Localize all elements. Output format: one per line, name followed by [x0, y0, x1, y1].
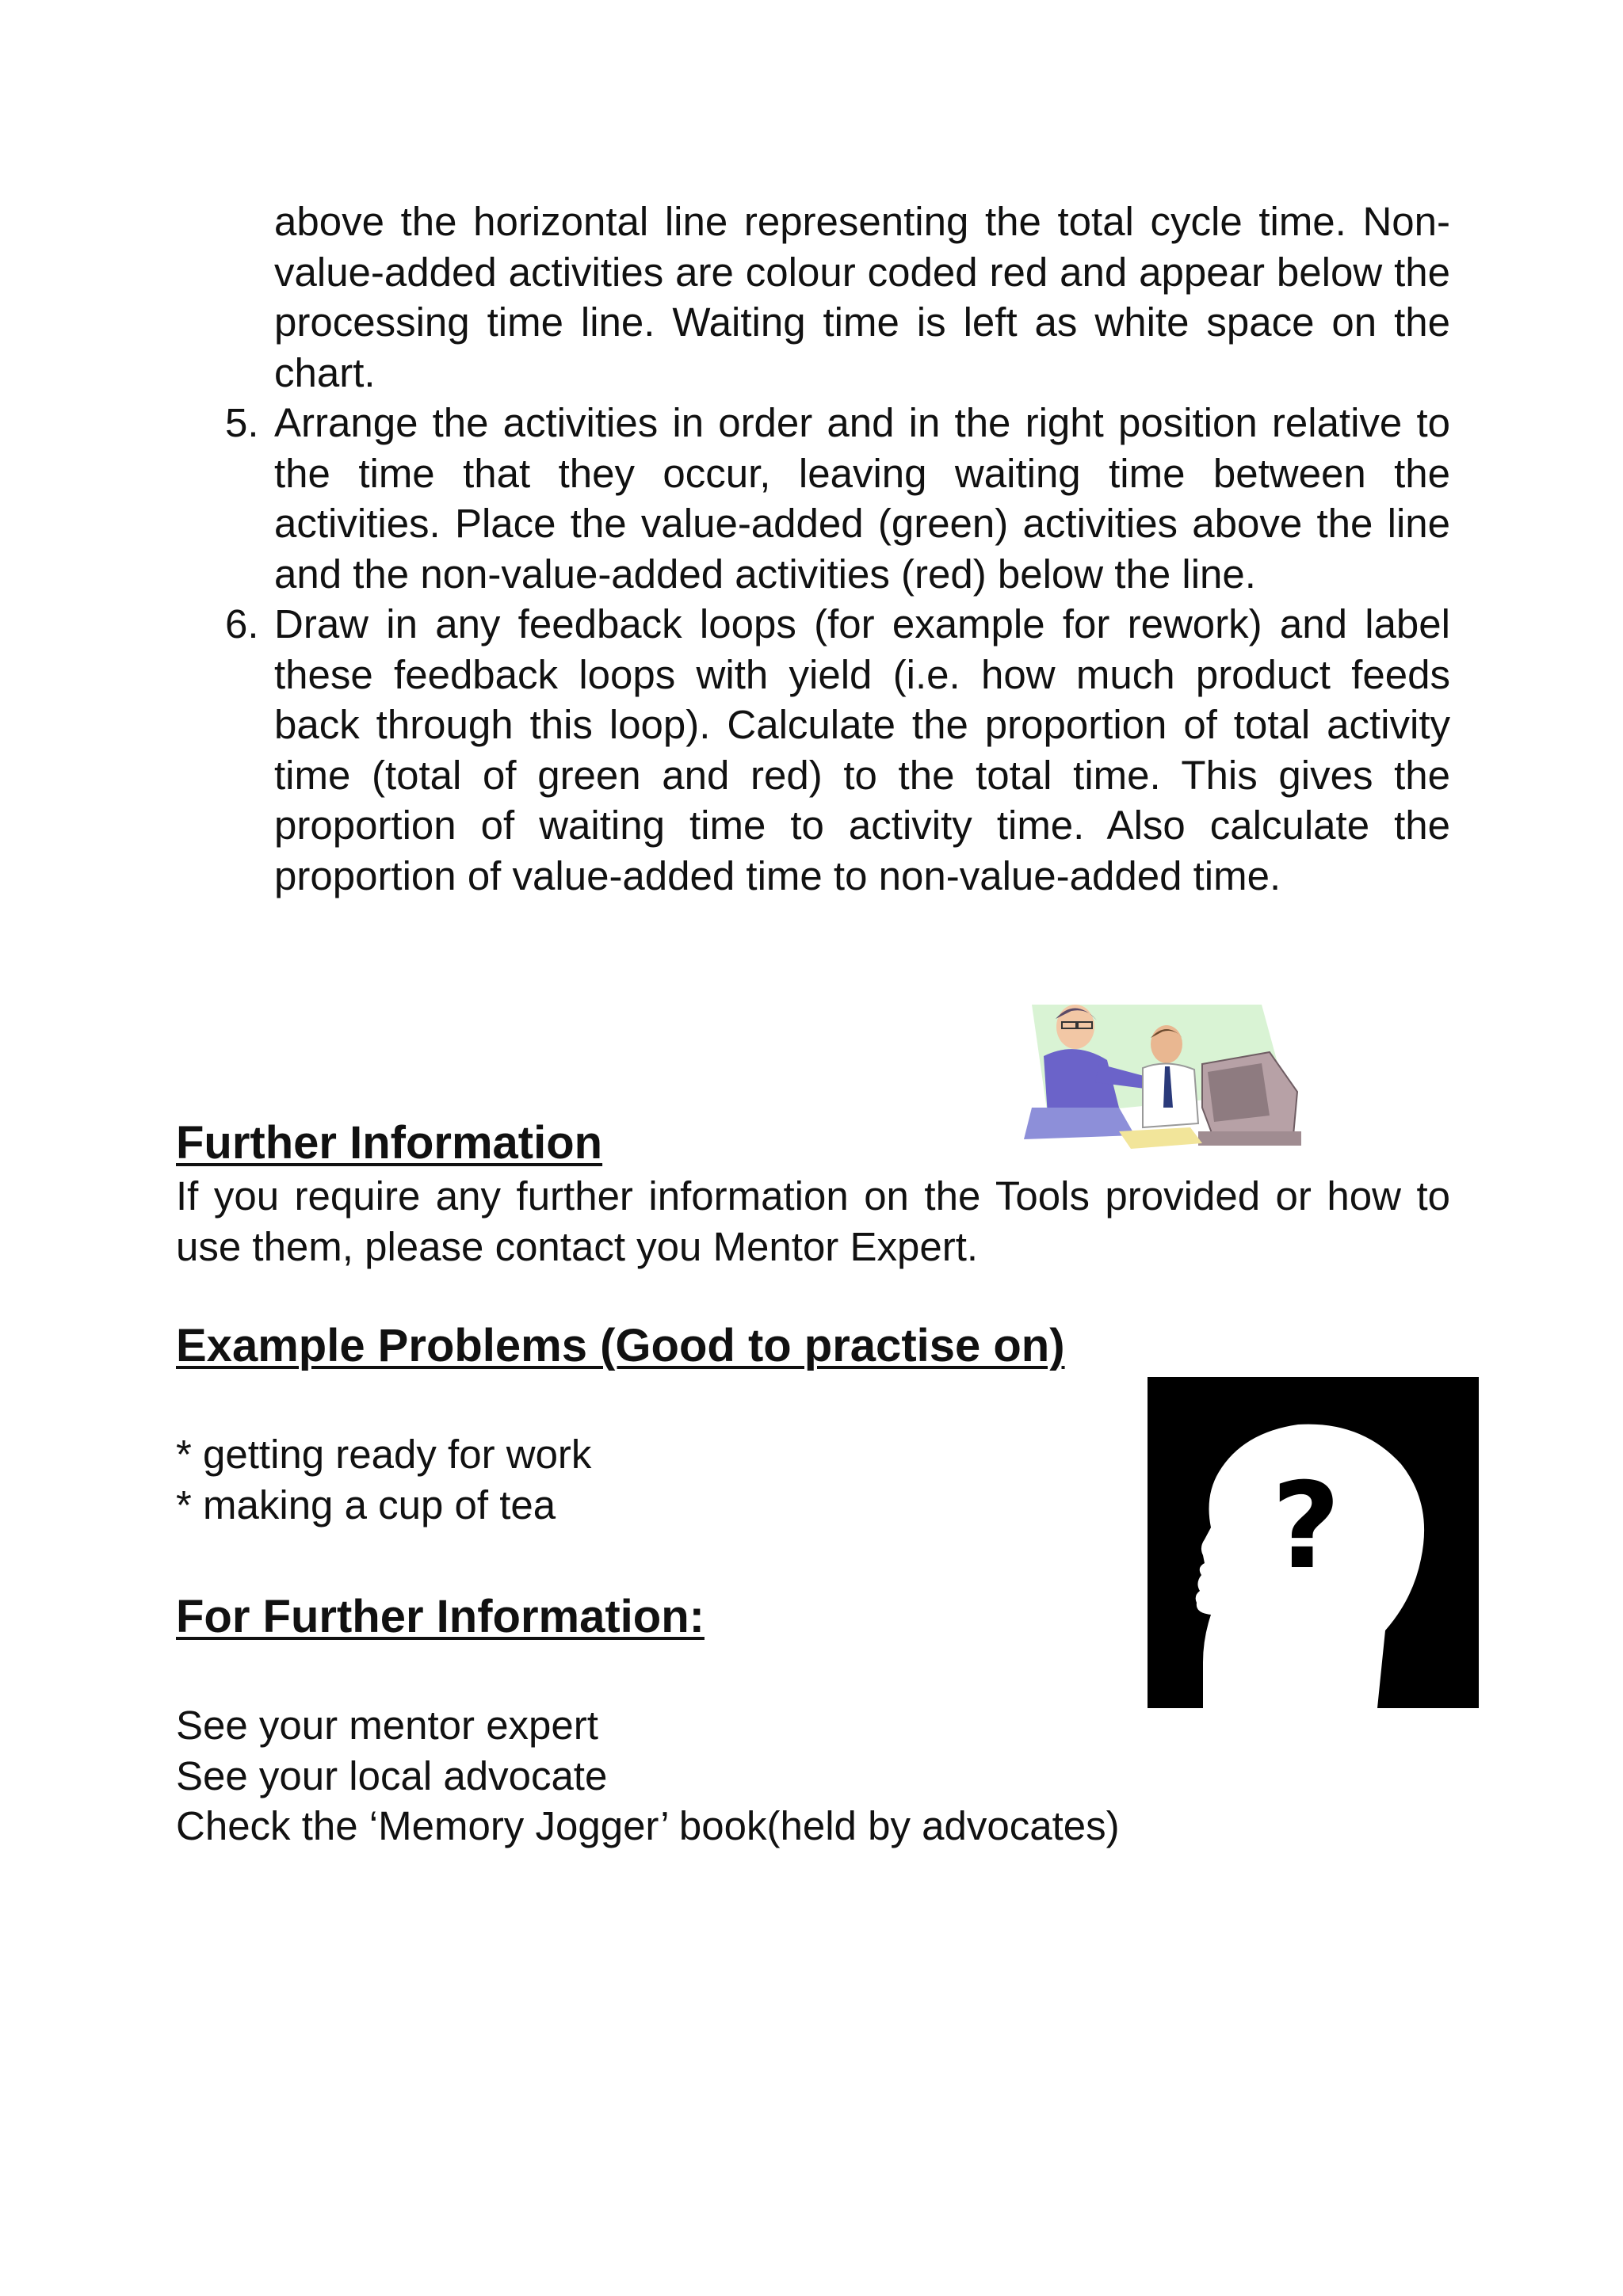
- for-further-information-section: [176, 1589, 1450, 1852]
- numbered-list: [176, 196, 1450, 901]
- list-item-text: above the horizontal line representing the total cycle time. Non-value-added activities are colour coded red and appear below the processing time line. Waiting time is left as white space on the chart.: [274, 199, 1450, 395]
- contact-line: See your local advocate: [176, 1753, 608, 1798]
- for-further-information-heading: For Further Information:: [176, 1591, 705, 1642]
- further-information-body: If you require any further information on the Tools provided or how to use them, please contact you Mentor Expert.: [176, 1173, 1450, 1269]
- example-problem-item: * getting ready for work: [176, 1432, 592, 1477]
- list-item-number: 5.: [225, 400, 259, 445]
- list-item-5: [176, 398, 1450, 599]
- list-item-text: Draw in any feedback loops (for example for rework) and label these feedback loops with yield (i.e. how much product feeds back through this loop). Calculate the proportion of total activity time (total of green and red) to the total time. This gives the proportion of waiting time to activity time. Also calculate the proportion of value-added time to non-value-added time.: [274, 601, 1450, 898]
- list-item-6: [176, 599, 1450, 901]
- example-problem-item: * making a cup of tea: [176, 1482, 556, 1527]
- list-item-number: 6.: [225, 601, 259, 646]
- list-item-continuation: [176, 196, 1450, 398]
- list-item-text: Arrange the activities in order and in the right position relative to the time that they occur, leaving waiting time between the activities. Place the value-added (green) activities above the line and the non-value-added activities (red) below the line.: [274, 400, 1450, 597]
- contact-line: Check the ‘Memory Jogger’ book(held by advocates): [176, 1803, 1120, 1848]
- further-information-section: [176, 1116, 1450, 1272]
- further-information-heading: Further Information: [176, 1117, 603, 1169]
- contact-line: See your mentor expert: [176, 1703, 598, 1748]
- example-problems-heading: Example Problems (Good to practise on): [176, 1320, 1065, 1371]
- question-mark: ?: [1271, 1458, 1341, 1596]
